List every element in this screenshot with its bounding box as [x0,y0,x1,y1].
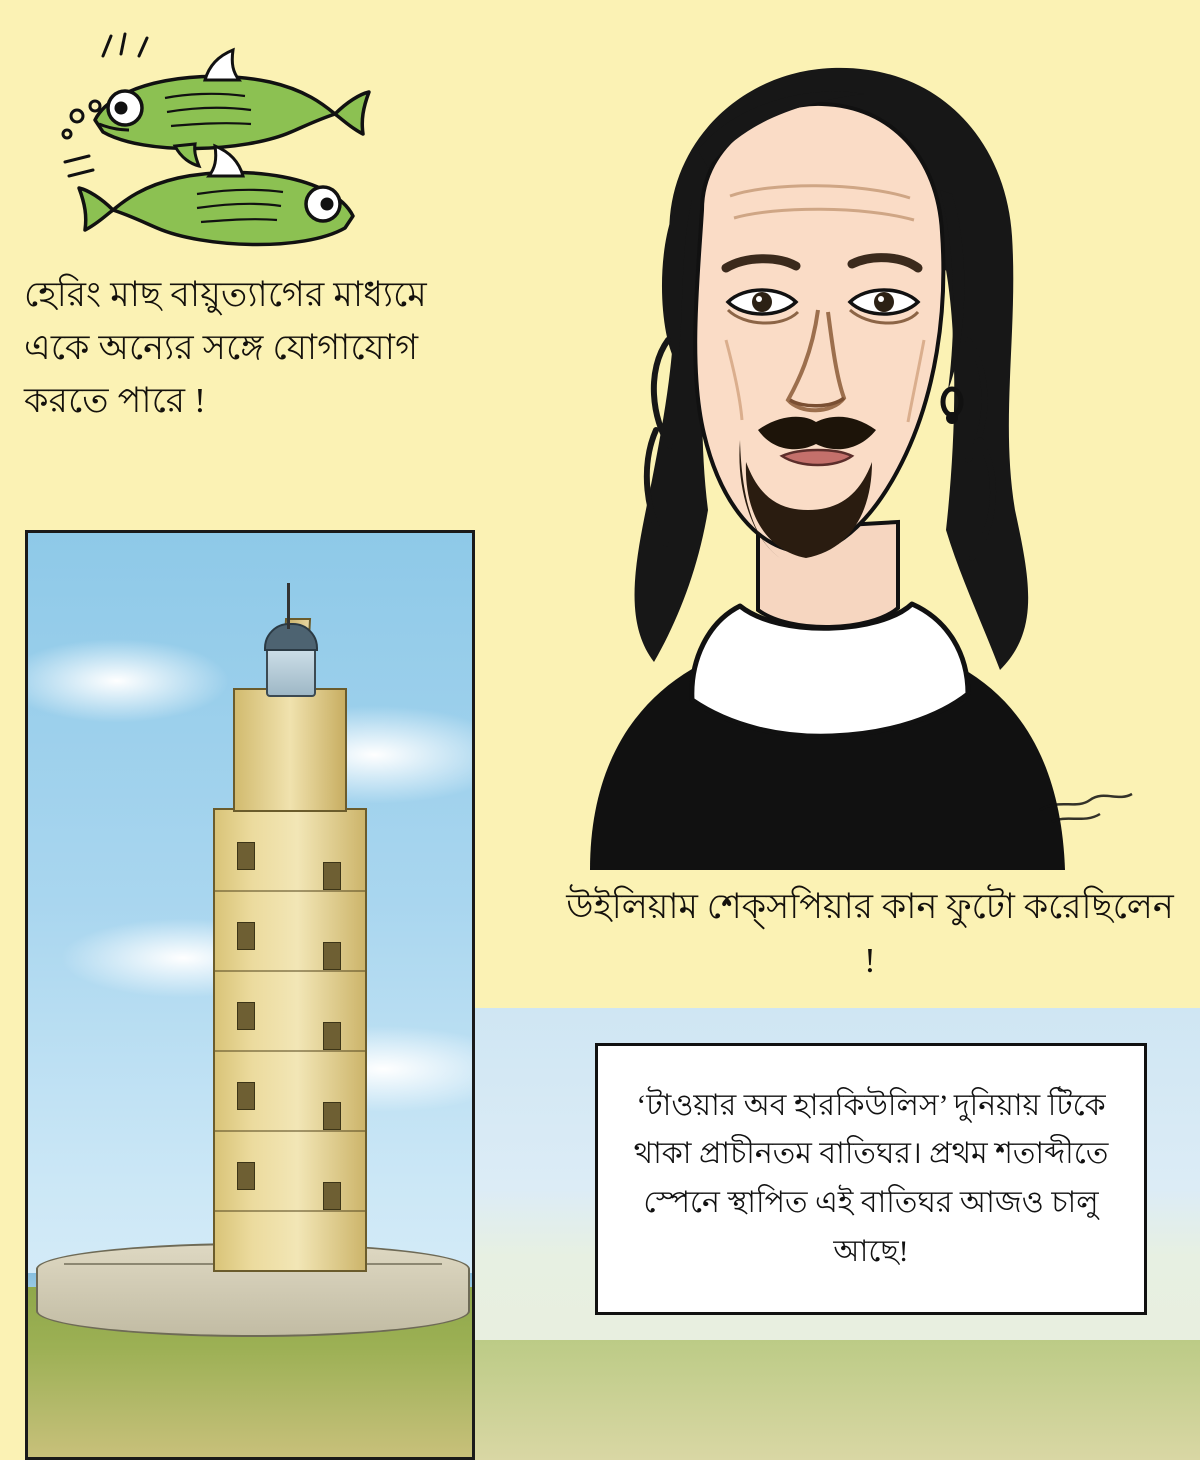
lantern-room [266,645,316,697]
herring-fish-illustration [55,20,375,250]
antenna-mast [287,583,290,629]
herring-fact-caption: হেরিং মাছ বায়ুত্যাগের মাধ্যমে একে অন্যের সঙ্গে যোগাযোগ করতে পারে ! [24,275,427,421]
grass-band [475,1340,1200,1460]
tower-upper-section [233,688,347,812]
shakespeare-portrait-illustration [440,10,1180,870]
tower-body [213,808,367,1272]
shakespeare-fact-caption: উইলিয়াম শেক্‌সপিয়ার কান ফুটো করেছিলেন ! [566,887,1174,981]
lighthouse-fact-box [595,1043,1147,1315]
lighthouse-fact-text: ‘টাওয়ার অব হারকিউলিস’ দুনিয়ায় টিকে থাকা প্রাচীনতম বাতিঘর। প্রথম শতাব্দীতে স্পেনে স্থাপিত এই বাতিঘর আজও চালু আছে! [633,1088,1109,1268]
tower-of-hercules-photo [25,530,475,1460]
